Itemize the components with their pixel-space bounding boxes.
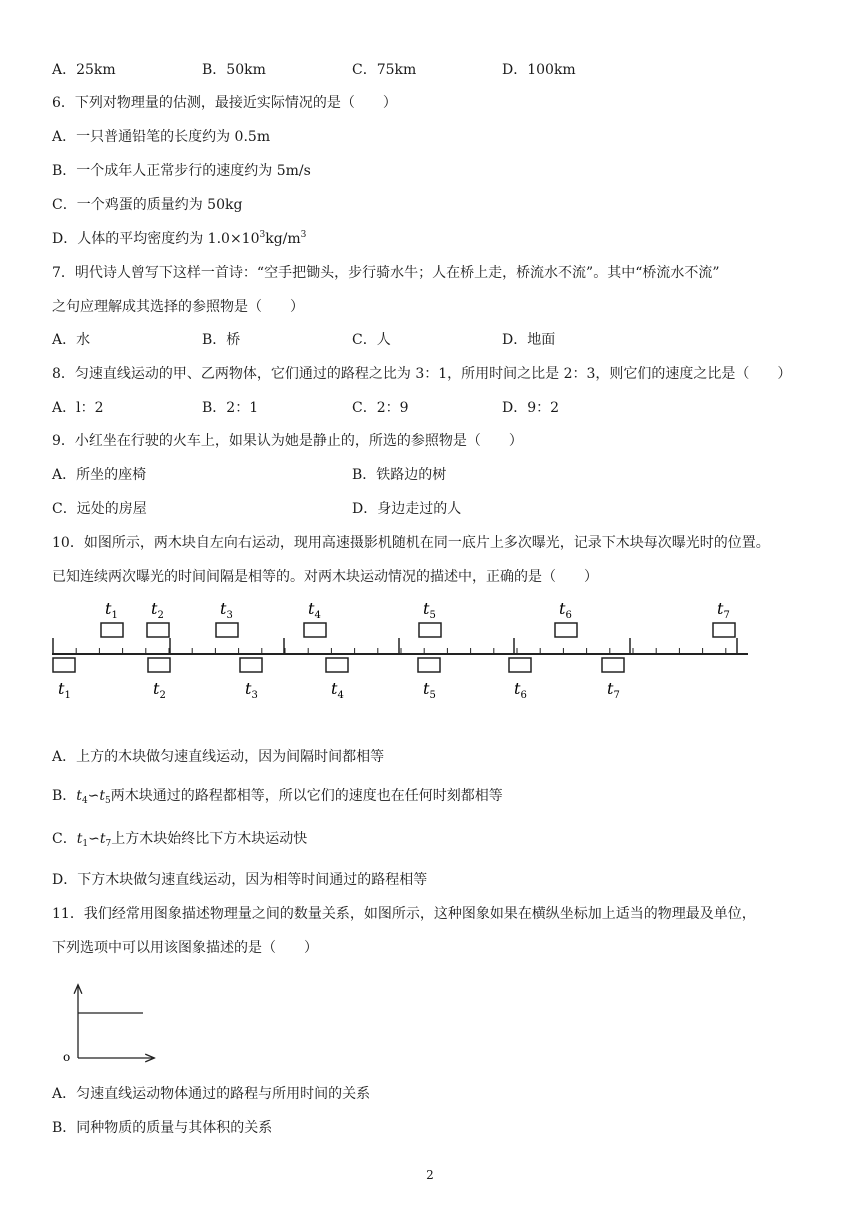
q6-option-a: A．一只普通铅笔的长度约为 0.5m [52, 129, 271, 145]
top-time-label: $t_6$ [559, 599, 572, 621]
bottom-block [326, 658, 348, 672]
top-time-label: $t_7$ [717, 599, 730, 621]
q10-stem-line2: 已知连续两次曝光的时间间隔是相等的。对两木块运动情况的描述中，正确的是（ ） [52, 569, 598, 585]
q10-option-d: D．下方木块做匀速直线运动，因为相等时间通过的路程相等 [52, 872, 428, 888]
q7-option-d: D．地面 [502, 332, 556, 348]
bottom-block [240, 658, 262, 672]
top-time-label: $t_2$ [151, 599, 164, 621]
top-block [216, 623, 238, 637]
q7-option-c: C．人 [352, 332, 391, 348]
q11-option-a: A．匀速直线运动物体通过的路程与所用时间的关系 [52, 1086, 371, 1102]
bottom-block [53, 658, 75, 672]
bottom-block [509, 658, 531, 672]
bottom-time-label: $t_1$ [58, 679, 71, 701]
top-time-label: $t_1$ [105, 599, 118, 621]
motion-diagram [0, 595, 860, 705]
origin-label: o [63, 1050, 71, 1064]
q5-option-b: B．50km [202, 62, 266, 78]
q8-option-c: C．2：9 [352, 400, 409, 416]
bottom-block [602, 658, 624, 672]
q5-option-d: D．100km [502, 62, 576, 78]
bottom-block [148, 658, 170, 672]
bottom-time-label: $t_7$ [607, 679, 620, 701]
q9-option-a: A．所坐的座椅 [52, 467, 147, 483]
q6-option-c: C．一个鸡蛋的质量约为 50kg [52, 197, 243, 213]
top-block [555, 623, 577, 637]
bottom-time-label: $t_3$ [245, 679, 258, 701]
q7-stem-line1: 7．明代诗人曾写下这样一首诗：“空手把锄头，步行骑水牛；人在桥上走，桥流水不流”。其中“桥流水不流” [52, 265, 720, 281]
bottom-time-label: $t_4$ [331, 679, 344, 701]
q5-option-a: A．25km [52, 62, 116, 78]
q7-option-b: B．桥 [202, 332, 241, 348]
q6-option-b: B．一个成年人正常步行的速度约为 5m/s [52, 163, 311, 179]
top-time-label: $t_4$ [308, 599, 321, 621]
top-block [304, 623, 326, 637]
constant-graph [55, 980, 165, 1070]
q10-option-b: B．$t_4∽t_5$两木块通过的路程都相等，所以它们的速度也在任何时刻都相等 [52, 788, 503, 806]
bottom-time-label: $t_5$ [423, 679, 436, 701]
q10-option-c: C．$t_1∽t_7$上方木块始终比下方木块运动快 [52, 831, 308, 849]
q11-stem-line2: 下列选项中可以用该图象描述的是（ ） [52, 940, 318, 956]
q7-stem-line2: 之句应理解成其选择的参照物是（ ） [52, 299, 304, 315]
q11-option-b: B．同种物质的质量与其体积的关系 [52, 1120, 273, 1136]
q8-option-d: D．9：2 [502, 400, 560, 416]
q6-stem: 6．下列对物理量的估测，最接近实际情况的是（ ） [52, 95, 397, 111]
q9-option-c: C．远处的房屋 [52, 501, 147, 517]
q8-option-a: A．l：2 [52, 400, 104, 416]
bottom-time-label: $t_6$ [514, 679, 527, 701]
q7-option-a: A．水 [52, 332, 91, 348]
q10-stem-line1: 10．如图所示，两木块自左向右运动，现用高速摄影机随机在同一底片上多次曝光，记录下木块每次曝光时的位置。 [52, 535, 770, 551]
q9-option-b: B．铁路边的树 [352, 467, 447, 483]
top-time-label: $t_5$ [423, 599, 436, 621]
q9-option-d: D．身边走过的人 [352, 501, 462, 517]
bottom-block [418, 658, 440, 672]
page-number: 2 [426, 1168, 434, 1182]
q6-option-d: D．人体的平均密度约为 $1.0\times 10^3kg/m^3$ [52, 230, 307, 247]
q5-option-c: C．75km [352, 62, 417, 78]
q8-option-b: B．2：1 [202, 400, 259, 416]
top-time-label: $t_3$ [220, 599, 233, 621]
bottom-time-label: $t_2$ [153, 679, 166, 701]
top-block [101, 623, 123, 637]
q10-option-a: A．上方的木块做匀速直线运动，因为间隔时间都相等 [52, 749, 385, 765]
top-block [713, 623, 735, 637]
top-block [147, 623, 169, 637]
top-block [419, 623, 441, 637]
q11-stem-line1: 11．我们经常用图象描述物理量之间的数量关系，如图所示，这种图象如果在横纵坐标加上适当的物理最及单位， [52, 906, 756, 922]
q8-stem: 8．匀速直线运动的甲、乙两物体，它们通过的路程之比为 3：1，所用时间之比是 2：3，则它们的速度之比是（ ） [52, 366, 792, 382]
q9-stem: 9．小红坐在行驶的火车上，如果认为她是静止的，所选的参照物是（ ） [52, 433, 523, 449]
